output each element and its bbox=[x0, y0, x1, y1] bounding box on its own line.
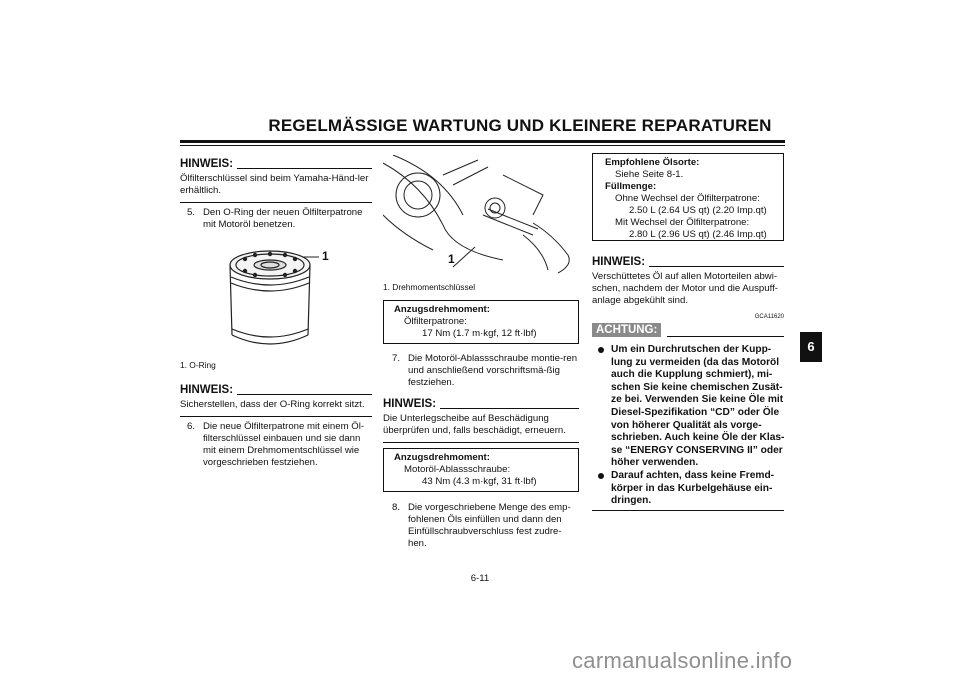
capacity-without-filter-label: Ohne Wechsel der Ölfilterpatrone: bbox=[615, 193, 760, 204]
col1-hinweis-2 bbox=[180, 384, 372, 417]
step-6 bbox=[187, 421, 372, 469]
step-number: 8. bbox=[392, 502, 401, 513]
page-number: 6-11 bbox=[470, 573, 490, 584]
hinweis-end-rule bbox=[383, 442, 579, 443]
bullet-dot bbox=[598, 347, 604, 353]
torque-value: 17 Nm (1.7 m·kgf, 12 ft·lbf) bbox=[422, 328, 537, 339]
capacity-without-filter-value: 2.50 L (2.64 US qt) (2.20 Imp.qt) bbox=[629, 205, 767, 216]
torque-wrench-illustration bbox=[383, 155, 578, 277]
col3-hinweis bbox=[592, 256, 784, 307]
achtung-bullet bbox=[596, 344, 786, 470]
achtung-bullet bbox=[596, 470, 786, 508]
hinweis-heading bbox=[180, 158, 372, 170]
figure-caption: 1. O-Ring bbox=[180, 360, 216, 370]
figure-callout: 1 bbox=[322, 249, 329, 263]
col1-hinweis-1 bbox=[180, 158, 372, 203]
achtung-badge: ACHTUNG: bbox=[592, 323, 661, 337]
watermark: carmanualsonline.info bbox=[572, 648, 793, 673]
torque-heading: Anzugsdrehmoment: bbox=[394, 452, 490, 463]
page-title: REGELMÄSSIGE WARTUNG UND KLEINERE REPARATUREN bbox=[268, 116, 772, 135]
hinweis-heading bbox=[383, 398, 579, 410]
step-text: Die neue Ölfilterpatrone mit einem Öl-filterschlüssel einbauen und sie dann mit einem Drehmomentschlüssel wie vorgeschrieben festziehen. bbox=[203, 421, 365, 468]
hinweis-label: HINWEIS: bbox=[383, 398, 437, 410]
reference-code: GCA11620 bbox=[754, 314, 784, 320]
hinweis-text: Verschüttetes Öl auf allen Motorteilen abwi-schen, nachdem der Motor und die Auspuff-anlage abgekühlt sind. bbox=[592, 271, 778, 306]
oil-spec-box bbox=[592, 153, 784, 241]
step-text: Die vorgeschriebene Menge des emp-fohlenen Öls einfüllen und dann den Einfüllschraubverschluss fest zudre-hen. bbox=[408, 502, 571, 549]
bullet-text: Darauf achten, dass keine Fremd-körper in das Kurbelgehäuse ein-dringen. bbox=[611, 469, 775, 507]
hinweis-text: Sicherstellen, dass der O-Ring korrekt sitzt. bbox=[180, 399, 365, 410]
figure-caption: 1. Drehmomentschlüssel bbox=[383, 282, 476, 292]
capacity-heading: Füllmenge: bbox=[605, 181, 657, 192]
torque-item: Ölfilterpatrone: bbox=[404, 316, 467, 327]
hinweis-heading bbox=[180, 384, 372, 396]
step-8 bbox=[392, 502, 579, 550]
torque-value: 43 Nm (4.3 m·kgf, 31 ft·lbf) bbox=[422, 476, 537, 487]
hinweis-text: Ölfilterschlüssel sind beim Yamaha-Händ-ler erhältlich. bbox=[180, 173, 369, 196]
hinweis-label: HINWEIS: bbox=[180, 158, 234, 170]
hinweis-end-rule bbox=[180, 202, 372, 203]
step-number: 7. bbox=[392, 353, 401, 364]
achtung-heading bbox=[592, 323, 784, 337]
capacity-with-filter-label: Mit Wechsel der Ölfilterpatrone: bbox=[615, 217, 750, 228]
achtung-bullet-list bbox=[596, 344, 786, 508]
torque-heading: Anzugsdrehmoment: bbox=[394, 304, 490, 315]
step-number: 6. bbox=[187, 421, 196, 432]
col2-hinweis bbox=[383, 398, 579, 443]
chapter-tab: 6 bbox=[800, 332, 822, 362]
step-text: Den O-Ring der neuen Ölfilterpatrone mit Motoröl benetzen. bbox=[203, 207, 363, 230]
step-text: Die Motoröl-Ablassschraube montie-ren und anschließend vorschriftsmä-ßig festziehen. bbox=[408, 353, 578, 388]
step-7 bbox=[392, 353, 579, 389]
hinweis-label: HINWEIS: bbox=[592, 256, 646, 268]
torque-spec-box-1 bbox=[383, 300, 579, 344]
achtung-end-rule bbox=[592, 510, 784, 511]
hinweis-label: HINWEIS: bbox=[180, 384, 234, 396]
bullet-dot bbox=[598, 473, 604, 479]
oil-type-ref: Siehe Seite 8-1. bbox=[615, 169, 684, 180]
hinweis-text: Die Unterlegscheibe auf Beschädigung überprüfen und, falls beschädigt, erneuern. bbox=[383, 413, 566, 436]
figure-callout: 1 bbox=[448, 252, 455, 266]
hinweis-end-rule bbox=[180, 416, 372, 417]
step-5 bbox=[187, 207, 372, 231]
hinweis-heading bbox=[592, 256, 784, 268]
bullet-text: Um ein Durchrutschen der Kupp-lung zu vermeiden (da das Motoröl auch die Kupplung schmiert), mi-schen Sie keine chemischen Zusät-ze bei. Verwenden Sie keine Öle mit Diesel-Spezifikation “CD” oder Öle von höherer Qualität als vorge-schrieben. Auch keine Öle der Klas-se “ENERGY CONSERVING II” oder höher verwenden. bbox=[611, 344, 785, 469]
torque-item: Motoröl-Ablassschraube: bbox=[404, 464, 511, 475]
capacity-with-filter-value: 2.80 L (2.96 US qt) (2.46 Imp.qt) bbox=[629, 229, 767, 240]
oil-type-heading: Empfohlene Ölsorte: bbox=[605, 157, 700, 168]
header-rule-thin bbox=[180, 145, 785, 146]
step-number: 5. bbox=[187, 207, 196, 218]
torque-spec-box-2 bbox=[383, 448, 579, 492]
header-rule bbox=[180, 140, 785, 143]
